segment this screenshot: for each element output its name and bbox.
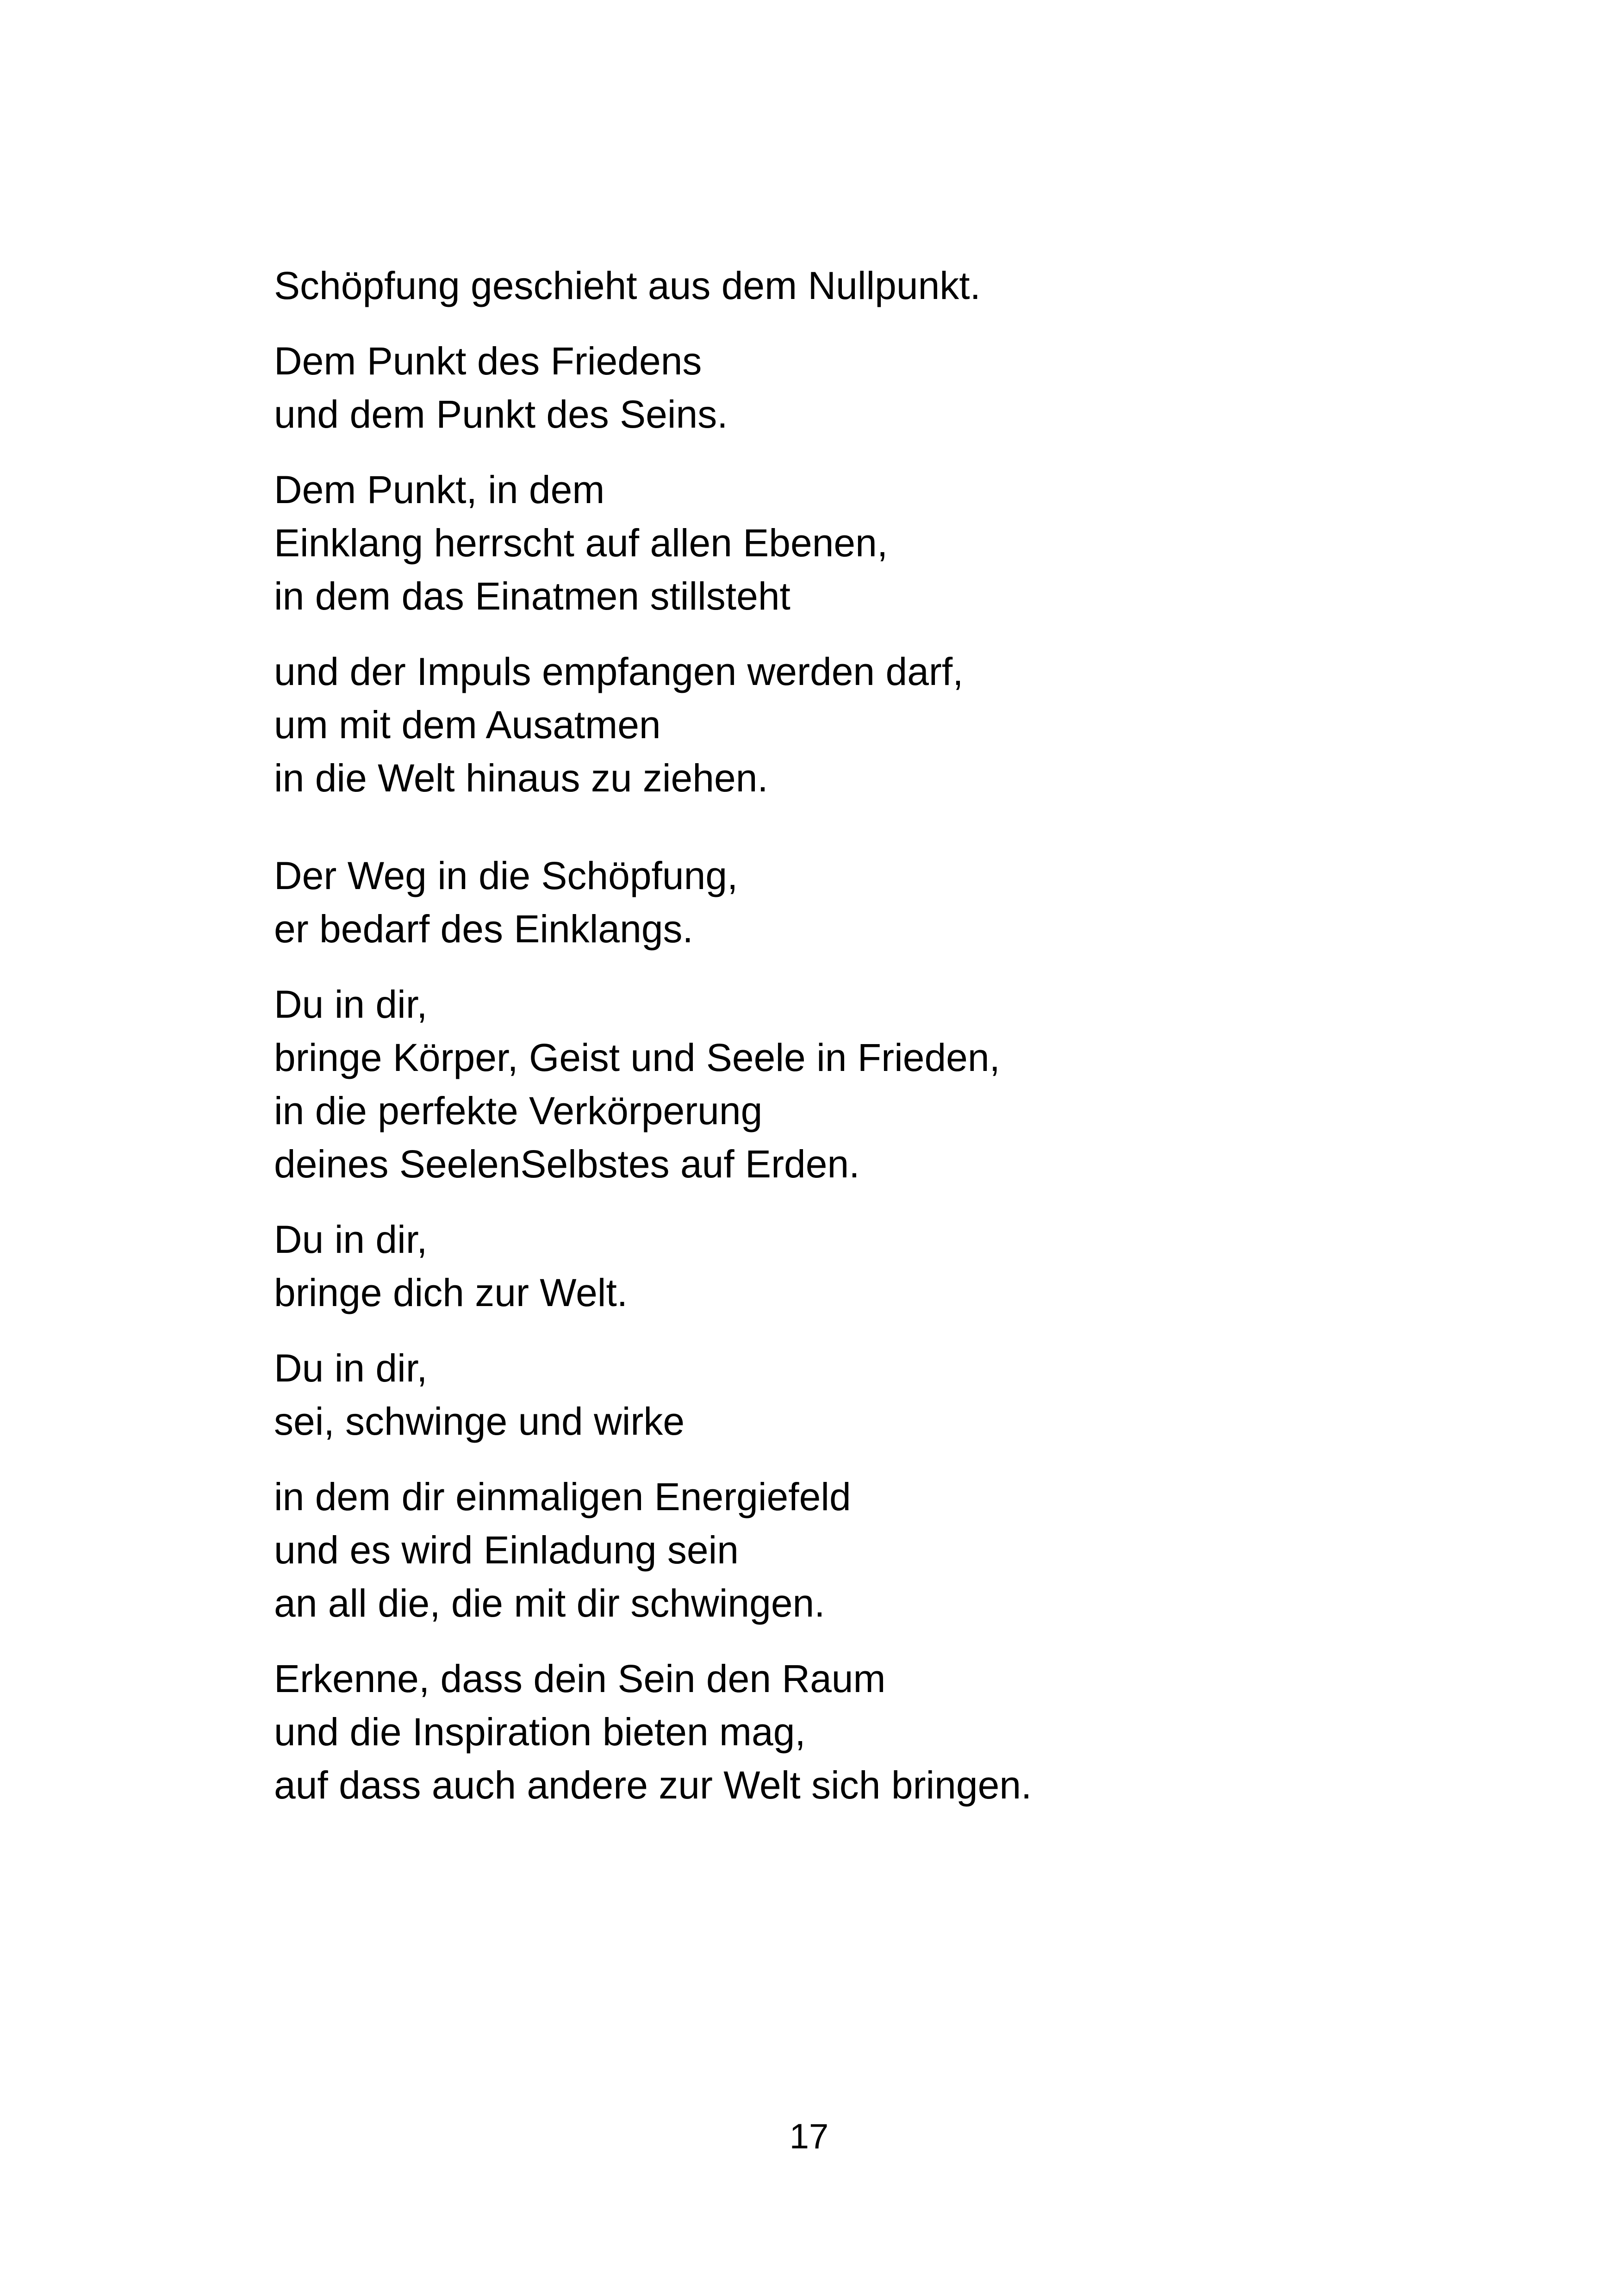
stanza [274, 978, 1524, 1191]
stanza [274, 1652, 1524, 1812]
poem-line: in dem dir einmaligen Energiefeld [274, 1475, 851, 1518]
page-number: 17 [789, 2117, 829, 2156]
stanza [274, 645, 1524, 805]
stanza [274, 849, 1524, 956]
poem-line: Der Weg in die Schöpfung, [274, 854, 738, 897]
poem-line: und der Impuls empfangen werden darf, [274, 650, 964, 693]
poem-line: und dem Punkt des Seins. [274, 392, 728, 436]
poem-line: und es wird Einladung sein [274, 1528, 739, 1572]
stanza [274, 1213, 1524, 1319]
poem-line: bringe Körper, Geist und Seele in Frieden, [274, 1036, 1000, 1079]
poem-line: sei, schwinge und wirke [274, 1400, 685, 1443]
poem-line: in dem das Einatmen stillsteht [274, 574, 790, 618]
poem-line: Du in dir, [274, 1218, 428, 1261]
stanza [274, 1342, 1524, 1448]
poem-line: bringe dich zur Welt. [274, 1271, 628, 1314]
poem-line: auf dass auch andere zur Welt sich bringen. [274, 1763, 1032, 1807]
poem-line: Einklang herrscht auf allen Ebenen, [274, 521, 888, 565]
poem-line: er bedarf des Einklangs. [274, 907, 693, 951]
poem-line: Schöpfung geschieht aus dem Nullpunkt. [274, 264, 981, 307]
poem-line: an all die, die mit dir schwingen. [274, 1581, 825, 1625]
poem-line: um mit dem Ausatmen [274, 703, 661, 747]
stanza [274, 1470, 1524, 1630]
poem-line: Du in dir, [274, 983, 428, 1026]
stanza [274, 259, 1524, 312]
poem-line: deines SeelenSelbstes auf Erden. [274, 1142, 860, 1186]
poem-line: Erkenne, dass dein Sein den Raum [274, 1657, 886, 1700]
poem-line: Dem Punkt des Friedens [274, 339, 702, 383]
poem-line: Du in dir, [274, 1346, 428, 1390]
poem-line: Dem Punkt, in dem [274, 468, 605, 511]
stanza [274, 335, 1524, 441]
poem [274, 259, 1524, 1812]
poem-line: in die perfekte Verkörperung [274, 1089, 763, 1132]
poem-line: in die Welt hinaus zu ziehen. [274, 756, 768, 800]
poem-line: und die Inspiration bieten mag, [274, 1710, 806, 1754]
stanza [274, 463, 1524, 623]
